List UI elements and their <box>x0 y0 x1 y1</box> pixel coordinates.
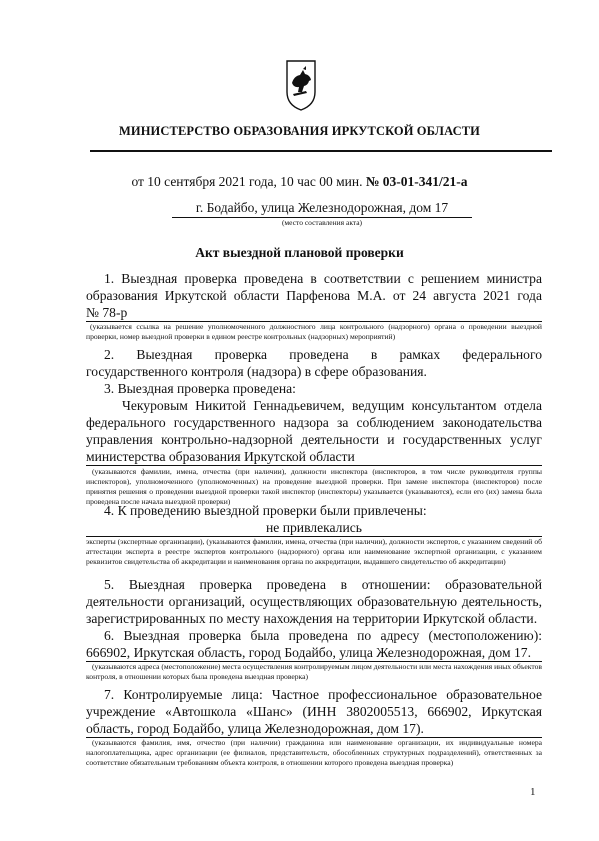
item-7-line-3: область, город Бодайбо, улица Железнодорожная, дом 17). <box>86 721 424 736</box>
item-3-underline <box>86 465 542 466</box>
item-4-line-2: не привлекались <box>266 520 362 535</box>
item-7-line-1: 7. Контролируемые лица: Частное профессиональное образовательное <box>104 687 542 702</box>
item-3-line-4: управления контрольно-надзорной деятельности и государственных услуг <box>86 432 542 447</box>
act-date-time: от 10 сентября 2021 года, 10 час 00 мин. <box>131 174 363 189</box>
item-3-line-3: федерального государственного надзора за соблюдением законодательства <box>86 415 542 430</box>
item-3-line-5: министерства образования Иркутской области <box>86 449 355 464</box>
item-5-line-1: 5. Выездная проверка проведена в отношении: образовательной <box>104 577 542 592</box>
item-6-hint: (указываются адреса (местоположение) места осуществления контролируемым лицом деятельности или места нахождения иных объектов контроля, в отношении которых была проведена выездная проверка) <box>86 662 542 681</box>
item-7-line-2: учреждение «Автошкола «Шанс» (ИНН 3802005513, 666902, Иркутская <box>86 704 542 719</box>
page-number: 1 <box>530 786 536 798</box>
item-2-line-1: 2. Выездная проверка проведена в рамках федерального <box>104 347 542 362</box>
item-1-hint: (указывается ссылка на решение уполномоченного должностного лица контрольного (надзорного) органа о проведении выездной проверки, номер выездной проверки в едином реестре контрольных (надзорных) мероприятий) <box>86 322 542 341</box>
act-number: № 03-01-341/21-а <box>365 174 468 189</box>
act-title: Акт выездной плановой проверки <box>195 245 404 260</box>
irkutsk-coat-of-arms-icon <box>284 58 318 112</box>
item-4-hint: эксперты (экспертные организации), (указываются фамилии, имена, отчества (при наличии), должности экспертов, с указанием сведений об аттестации эксперта в реестре экспертов контрольного (надзорного) органа или наименование экспертной организации, с указанием реквизитов свидетельства об аккредитации и наименования органа по аккредитации, выдавшего свидетельство об аккредитации) <box>86 537 542 566</box>
act-place-hint: (место составления акта) <box>281 218 363 227</box>
item-1-line-1: 1. Выездная проверка проведена в соответствии с решением министра <box>104 271 542 286</box>
act-date-line <box>0 174 599 190</box>
item-6-line-2: 666902, Иркутская область, город Бодайбо, улица Железнодорожная, дом 17. <box>86 645 531 660</box>
item-2-line-2: государственного контроля (надзора) в сфере образования. <box>86 364 427 379</box>
item-7-hint: (указываются фамилия, имя, отчество (при наличии) гражданина или наименование организации, их индивидуальные номера налогоплательщика, адрес организации (ее филиалов, представительств, обособленных структурных подразделений), ответственных за соответствие обязательным требованиям объекта контроля, в отношении которого проведена выездная проверка) <box>86 738 542 767</box>
act-place: г. Бодайбо, улица Железнодорожная, дом 17 <box>172 200 472 218</box>
item-3-hint: (указываются фамилии, имена, отчества (при наличии), должности инспектора (инспекторов, в том числе руководителя группы инспекторов), уполномоченного (уполномоченных) на проведение выездной проверки. При замене инспектора (инспекторов) после принятия решения о проведении выездной проверки такой инспектор (инспекторы) указывается (указываются), если его (их) замена была проведена после начала выездной проверки) <box>86 467 542 506</box>
item-4-line-1: 4. К проведению выездной проверки были привлечены: <box>104 503 427 518</box>
item-3-line-2: Чекуровым Никитой Геннадьевичем, ведущим консультантом отдела <box>122 398 542 413</box>
ministry-name: МИНИСТЕРСТВО ОБРАЗОВАНИЯ ИРКУТСКОЙ ОБЛАСТИ <box>119 124 480 138</box>
item-5-line-2: деятельности организаций, осуществляющих образовательную деятельность, <box>86 594 542 609</box>
item-6-line-1: 6. Выездная проверка была проведена по адресу (местоположению): <box>104 628 542 643</box>
header-divider <box>90 150 552 152</box>
item-1-line-3: № 78-р <box>86 305 128 320</box>
item-3-line-1: 3. Выездная проверка проведена: <box>104 381 296 396</box>
item-5-line-3: зарегистрированных по месту нахождения на территории Иркутской области. <box>86 611 538 626</box>
item-1-line-2: образования Иркутской области Парфенова М.А. от 24 августа 2021 года <box>86 288 542 303</box>
